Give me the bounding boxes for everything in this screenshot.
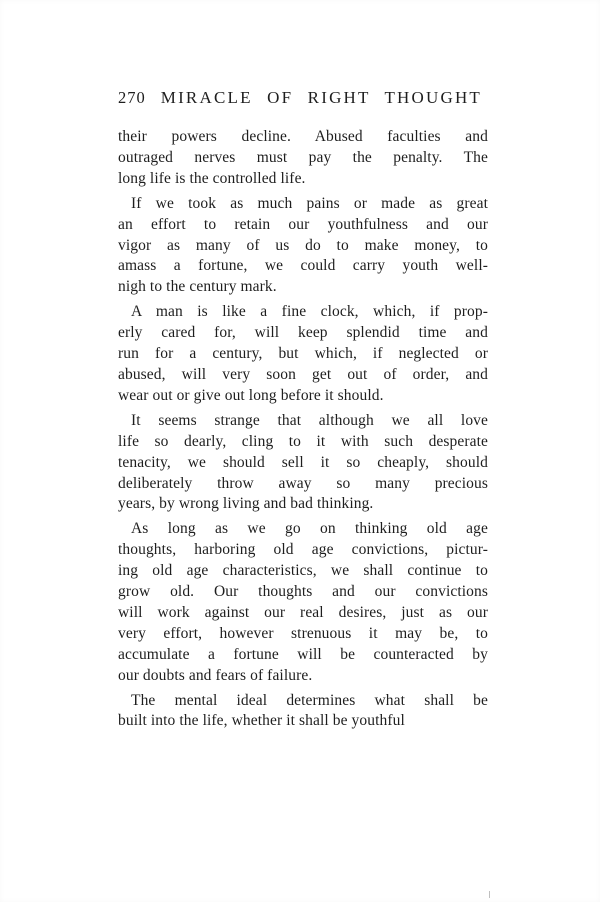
page-header xyxy=(118,88,488,110)
text-line: If we took as much pains or made as great xyxy=(131,194,488,212)
text-line: deliberately throw away so many precious xyxy=(118,474,488,492)
text-line: very effort, however strenuous it may be, to xyxy=(118,624,488,642)
text-line: an effort to retain our youthfulness and our xyxy=(118,215,488,233)
paragraph xyxy=(118,127,488,190)
body-text xyxy=(118,127,488,732)
scan-artifact xyxy=(489,891,490,898)
text-line: accumulate a fortune will be counteracted by xyxy=(118,645,488,663)
text-line: their powers decline. Abused faculties and xyxy=(118,128,488,145)
text-line: amass a fortune, we could carry youth well- xyxy=(118,257,488,275)
text-line: It seems strange that although we all love xyxy=(131,411,488,429)
text-line: wear out or give out long before it should. xyxy=(118,386,384,404)
text-line: tenacity, we should sell it so cheaply, should xyxy=(118,453,488,471)
paragraph xyxy=(118,194,488,299)
text-line: vigor as many of us do to make money, to xyxy=(118,236,488,254)
page-number: 270 xyxy=(118,88,146,107)
text-line: life so dearly, cling to it with such desperate xyxy=(118,432,488,450)
text-line: nigh to the century mark. xyxy=(118,278,277,296)
text-line: As long as we go on thinking old age xyxy=(131,520,488,538)
text-line: built into the life, whether it shall be youthful xyxy=(118,712,405,730)
paragraph xyxy=(118,691,488,733)
paragraph xyxy=(118,302,488,407)
text-line: run for a century, but which, if neglected or xyxy=(118,345,488,363)
text-line: long life is the controlled life. xyxy=(118,169,306,187)
paragraph xyxy=(118,519,488,686)
text-line: erly cared for, will keep splendid time and xyxy=(118,324,488,342)
paragraph xyxy=(118,411,488,516)
text-line: years, by wrong living and bad thinking. xyxy=(118,495,374,513)
text-line: The mental ideal determines what shall be xyxy=(131,691,488,709)
running-title: MIRACLE OF RIGHT THOUGHT xyxy=(160,88,483,107)
text-line: will work against our real desires, just as our xyxy=(118,603,488,621)
text-line: grow old. Our thoughts and our convictions xyxy=(118,583,488,601)
text-block xyxy=(118,88,488,732)
text-line: ing old age characteristics, we shall continue to xyxy=(118,562,488,580)
text-line: A man is like a fine clock, which, if prop- xyxy=(131,303,488,321)
text-line: our doubts and fears of failure. xyxy=(118,666,313,684)
text-line: abused, will very soon get out of order, and xyxy=(118,365,488,383)
text-line: thoughts, harboring old age convictions, pictur- xyxy=(118,541,488,559)
text-line: outraged nerves must pay the penalty. The xyxy=(118,148,488,166)
